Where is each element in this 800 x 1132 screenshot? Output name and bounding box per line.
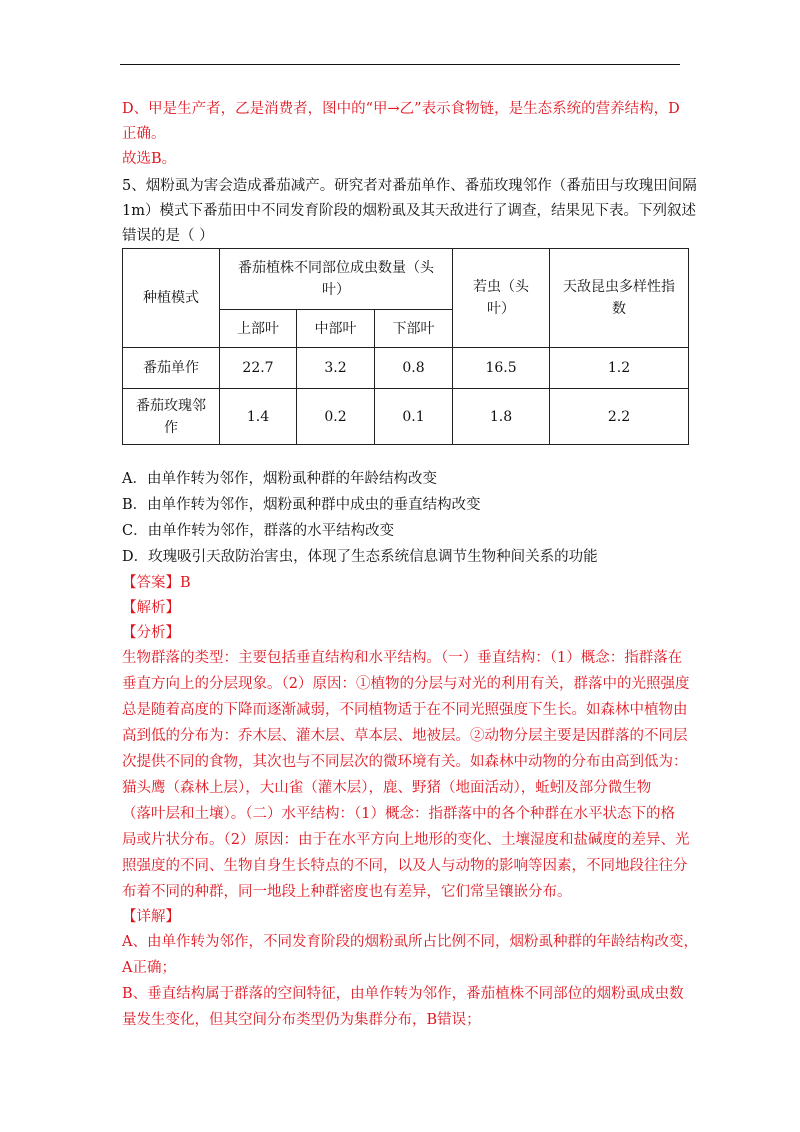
option-d-prev-line2: 正确。 (122, 126, 166, 142)
question-stem-line1: 5、烟粉虱为害会造成番茄减产。研究者对番茄单作、番茄玫瑰邻作（番茄田与玫瑰田间隔 (122, 178, 697, 194)
survey-table (122, 248, 689, 445)
analysis-line: （落叶层和土壤）。（二）水平结构：（1）概念：指群落中的各个种群在水平状态下的格 (122, 806, 675, 822)
header-nymph: 若虫（头 叶） (453, 249, 550, 348)
cell-upper: 1.4 (220, 389, 297, 445)
prev-answer-line: 故选B。 (122, 151, 177, 167)
analysis-subtitle: 【分析】 (122, 625, 180, 641)
cell-nymph: 16.5 (453, 348, 550, 389)
header-upper-leaf: 上部叶 (220, 310, 297, 348)
cell-lower: 0.1 (375, 389, 453, 445)
option-c: C．由单作转为邻作，群落的水平结构改变 (122, 523, 395, 539)
cell-upper: 22.7 (220, 348, 297, 389)
header-middle-leaf: 中部叶 (297, 310, 375, 348)
analysis-line: 布着不同的种群，同一地段上种群密度也有差异，它们常呈镶嵌分布。 (122, 884, 572, 900)
detail-line: A正确； (122, 960, 176, 976)
cell-middle: 0.2 (297, 389, 375, 445)
detail-line: 量发生变化，但其空间分布类型仍为集群分布，B错误； (122, 1012, 481, 1028)
option-b: B．由单作转为邻作，烟粉虱种群中成虫的垂直结构改变 (122, 497, 481, 513)
analysis-line: 次提供不同的食物，其次也与不同层次的微环境有关。如森林中动物的分布由高到低为： (122, 754, 688, 770)
analysis-line: 高到低的分布为：乔木层、灌木层、草本层、地被层。②动物分层主要是因群落的不同层 (122, 728, 688, 744)
header-lower-leaf: 下部叶 (375, 310, 453, 348)
analysis-line: 总是随着高度的下降而逐渐减弱，不同植物适于在不同光照强度下生长。如森林中植物由 (122, 702, 688, 718)
option-d: D．玫瑰吸引天敌防治害虫，体现了生态系统信息调节生物种间关系的功能 (122, 549, 598, 565)
analysis-line: 局或片状分布。（2）原因：由于在水平方向上地形的变化、土壤湿度和盐碱度的差异、光 (122, 832, 690, 848)
detail-line: B、垂直结构属于群落的空间特征，由单作转为邻作，番茄植株不同部位的烟粉虱成虫数 (122, 986, 684, 1002)
analysis-title: 【解析】 (122, 600, 180, 616)
cell-nymph: 1.8 (453, 389, 550, 445)
cell-mode: 番茄单作 (123, 348, 220, 389)
table-row (123, 389, 689, 445)
analysis-line: 照强度的不同、生物自身生长特点的不同，以及人与动物的影响等因素，不同地段往往分 (122, 858, 688, 874)
table-row (123, 348, 689, 389)
header-adult-count: 番茄植株不同部位成虫数量（头 叶） (220, 249, 453, 310)
cell-middle: 3.2 (297, 348, 375, 389)
option-d-prev-line1: D、甲是生产者，乙是消费者，图中的“甲→乙”表示食物链，是生态系统的营养结构，D (122, 101, 680, 117)
header-enemy-diversity: 天敌昆虫多样性指 数 (550, 249, 689, 348)
analysis-line: 垂直方向上的分层现象。（2）原因：①植物的分层与对光的利用有关，群落中的光照强度 (122, 676, 690, 692)
cell-enemy: 2.2 (550, 389, 689, 445)
table-header-row (123, 249, 689, 310)
cell-mode: 番茄玫瑰邻 作 (123, 389, 220, 445)
analysis-line: 生物群落的类型：主要包括垂直结构和水平结构。（一）垂直结构：（1）概念：指群落在 (122, 650, 683, 666)
question-stem-line3: 错误的是（ ） (122, 228, 214, 244)
cell-enemy: 1.2 (550, 348, 689, 389)
detail-title: 【详解】 (122, 909, 180, 925)
question-stem-line2: 1m）模式下番茄田中不同发育阶段的烟粉虱及其天敌进行了调查，结果见下表。下列叙述 (122, 203, 696, 219)
option-a: A．由单作转为邻作，烟粉虱种群的年龄结构改变 (122, 471, 437, 487)
header-rule (120, 64, 680, 65)
header-planting-mode: 种植模式 (123, 249, 220, 348)
cell-lower: 0.8 (375, 348, 453, 389)
detail-line: A、由单作转为邻作，不同发育阶段的烟粉虱所占比例不同，烟粉虱种群的年龄结构改变， (122, 934, 698, 950)
analysis-line: 猫头鹰（森林上层），大山雀（灌木层），鹿、野猪（地面活动），蚯蚓及部分微生物 (122, 780, 652, 796)
answer-label: 【答案】B (122, 575, 191, 591)
